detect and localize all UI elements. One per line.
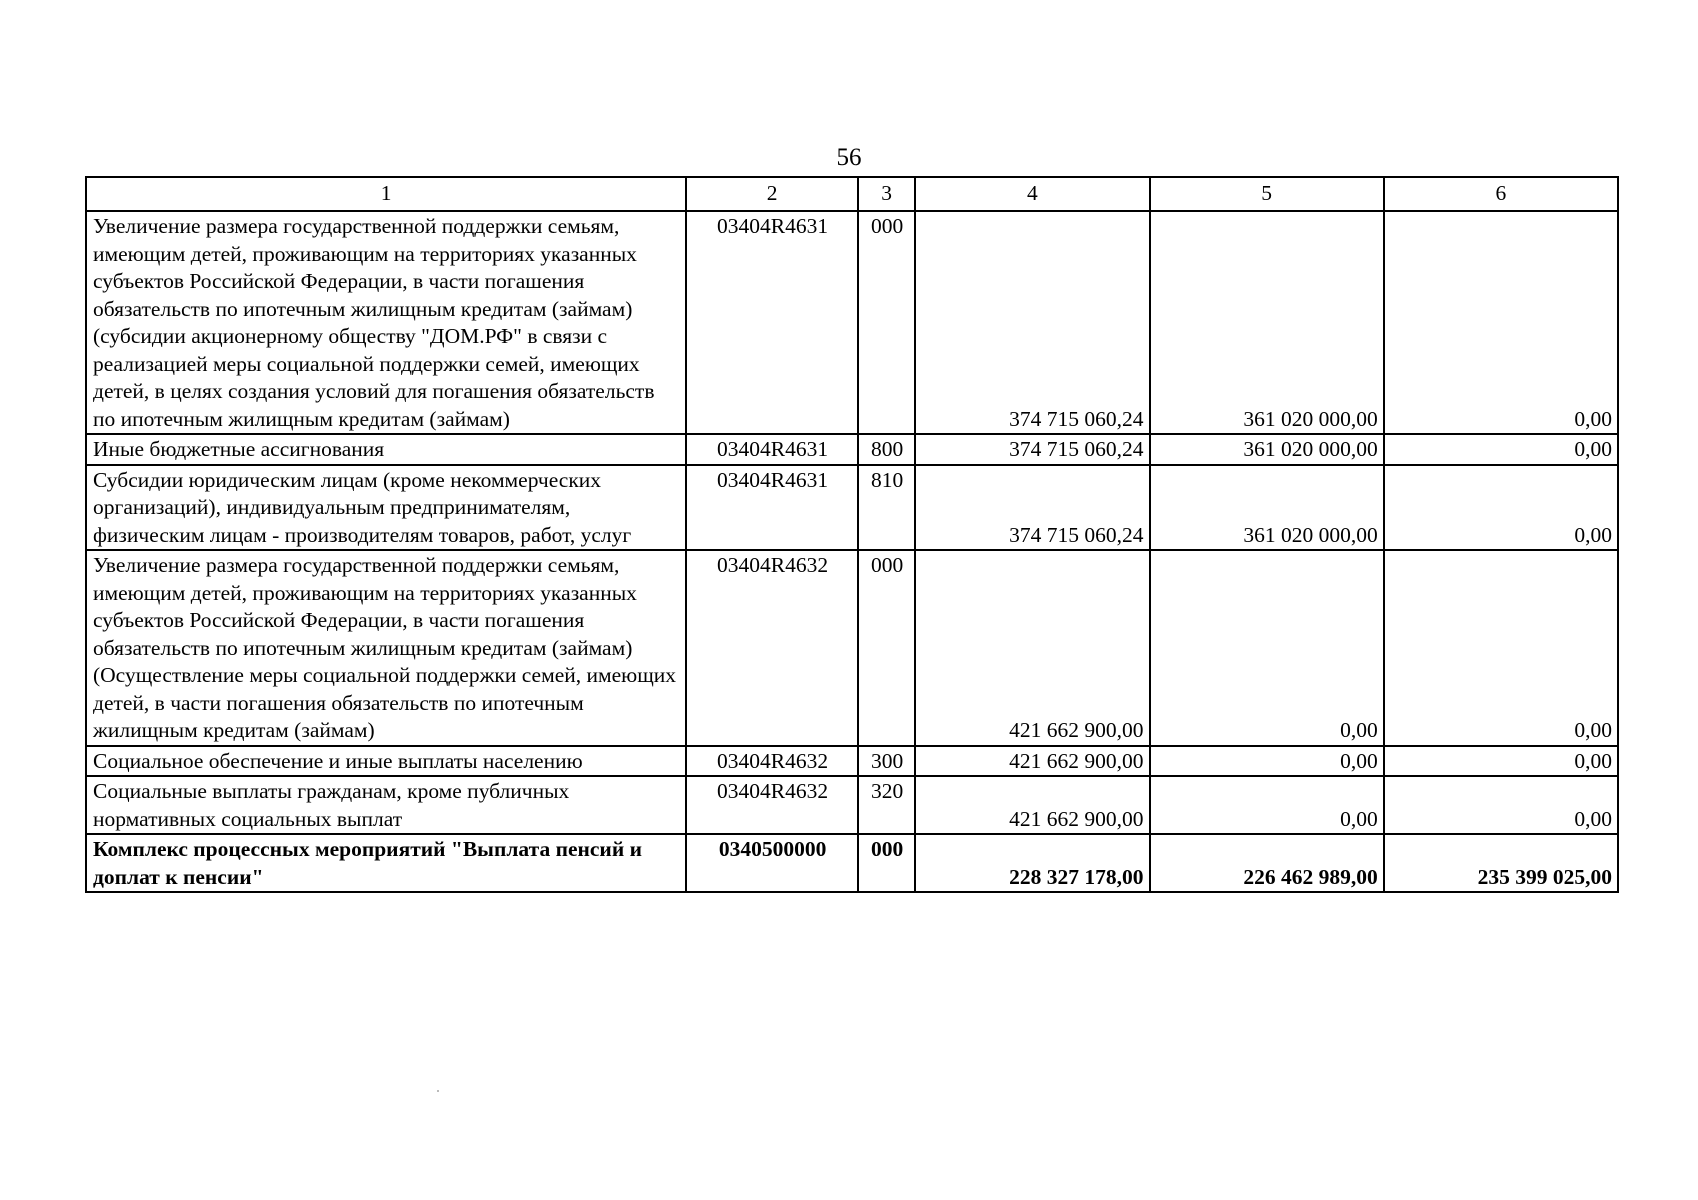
row-value-4: 374 715 060,24	[915, 465, 1149, 551]
row-code: 03404R4632	[686, 550, 858, 746]
table-row	[86, 550, 1618, 746]
row-name: Комплекс процессных мероприятий "Выплата пенсий и доплат к пенсии"	[86, 834, 686, 892]
row-value-6: 0,00	[1384, 746, 1618, 777]
row-value-5: 361 020 000,00	[1150, 434, 1384, 465]
row-code: 03404R4631	[686, 465, 858, 551]
row-name: Социальное обеспечение и иные выплаты населению	[86, 746, 686, 777]
row-vr: 320	[858, 776, 915, 834]
row-vr: 000	[858, 834, 915, 892]
row-code: 03404R4631	[686, 211, 858, 434]
row-vr: 000	[858, 550, 915, 746]
row-value-5: 0,00	[1150, 746, 1384, 777]
row-vr: 810	[858, 465, 915, 551]
row-value-5: 361 020 000,00	[1150, 465, 1384, 551]
row-value-6: 0,00	[1384, 434, 1618, 465]
row-code: 03404R4632	[686, 776, 858, 834]
row-vr: 300	[858, 746, 915, 777]
row-value-5: 226 462 989,00	[1150, 834, 1384, 892]
row-value-5: 0,00	[1150, 550, 1384, 746]
row-code: 0340500000	[686, 834, 858, 892]
table-row	[86, 746, 1618, 777]
row-value-6: 0,00	[1384, 465, 1618, 551]
row-code: 03404R4632	[686, 746, 858, 777]
header-col-2: 2	[686, 177, 858, 211]
row-value-4: 374 715 060,24	[915, 211, 1149, 434]
row-value-4: 374 715 060,24	[915, 434, 1149, 465]
row-value-5: 361 020 000,00	[1150, 211, 1384, 434]
row-name: Субсидии юридическим лицам (кроме некоммерческих организаций), индивидуальным предпринимателям, физическим лицам - производителям товаров, работ, услуг	[86, 465, 686, 551]
header-col-3: 3	[858, 177, 915, 211]
row-value-4: 421 662 900,00	[915, 550, 1149, 746]
table-row	[86, 465, 1618, 551]
row-value-6: 0,00	[1384, 211, 1618, 434]
row-value-6: 0,00	[1384, 550, 1618, 746]
header-row	[86, 177, 1618, 211]
table-row	[86, 434, 1618, 465]
row-value-4: 421 662 900,00	[915, 776, 1149, 834]
table-row-total	[86, 834, 1618, 892]
row-value-6: 0,00	[1384, 776, 1618, 834]
row-name: Иные бюджетные ассигнования	[86, 434, 686, 465]
row-value-4: 421 662 900,00	[915, 746, 1149, 777]
table-row	[86, 776, 1618, 834]
table-row	[86, 211, 1618, 434]
budget-table	[85, 176, 1619, 893]
row-value-5: 0,00	[1150, 776, 1384, 834]
page-number: 56	[836, 144, 862, 171]
row-vr: 000	[858, 211, 915, 434]
row-code: 03404R4631	[686, 434, 858, 465]
row-name: Увеличение размера государственной поддержки семьям, имеющим детей, проживающим на территориях указанных субъектов Российской Федерации, в части погашения обязательств по ипотечным жилищным кредитам (займам) (Осуществление меры социальной поддержки семей, имеющих детей, в части погашения обязательств по ипотечным жилищным кредитам (займам)	[86, 550, 686, 746]
header-col-4: 4	[915, 177, 1149, 211]
header-col-5: 5	[1150, 177, 1384, 211]
scan-speck	[437, 1090, 439, 1092]
row-name: Увеличение размера государственной поддержки семьям, имеющим детей, проживающим на территориях указанных субъектов Российской Федерации, в части погашения обязательств по ипотечным жилищным кредитам (займам) (субсидии акционерному обществу "ДОМ.РФ" в связи с реализацией меры социальной поддержки семей, имеющих детей, в целях создания условий для погашения обязательств по ипотечным жилищным кредитам (займам)	[86, 211, 686, 434]
header-col-6: 6	[1384, 177, 1618, 211]
row-vr: 800	[858, 434, 915, 465]
row-name: Социальные выплаты гражданам, кроме публичных нормативных социальных выплат	[86, 776, 686, 834]
row-value-6: 235 399 025,00	[1384, 834, 1618, 892]
header-col-1: 1	[86, 177, 686, 211]
row-value-4: 228 327 178,00	[915, 834, 1149, 892]
